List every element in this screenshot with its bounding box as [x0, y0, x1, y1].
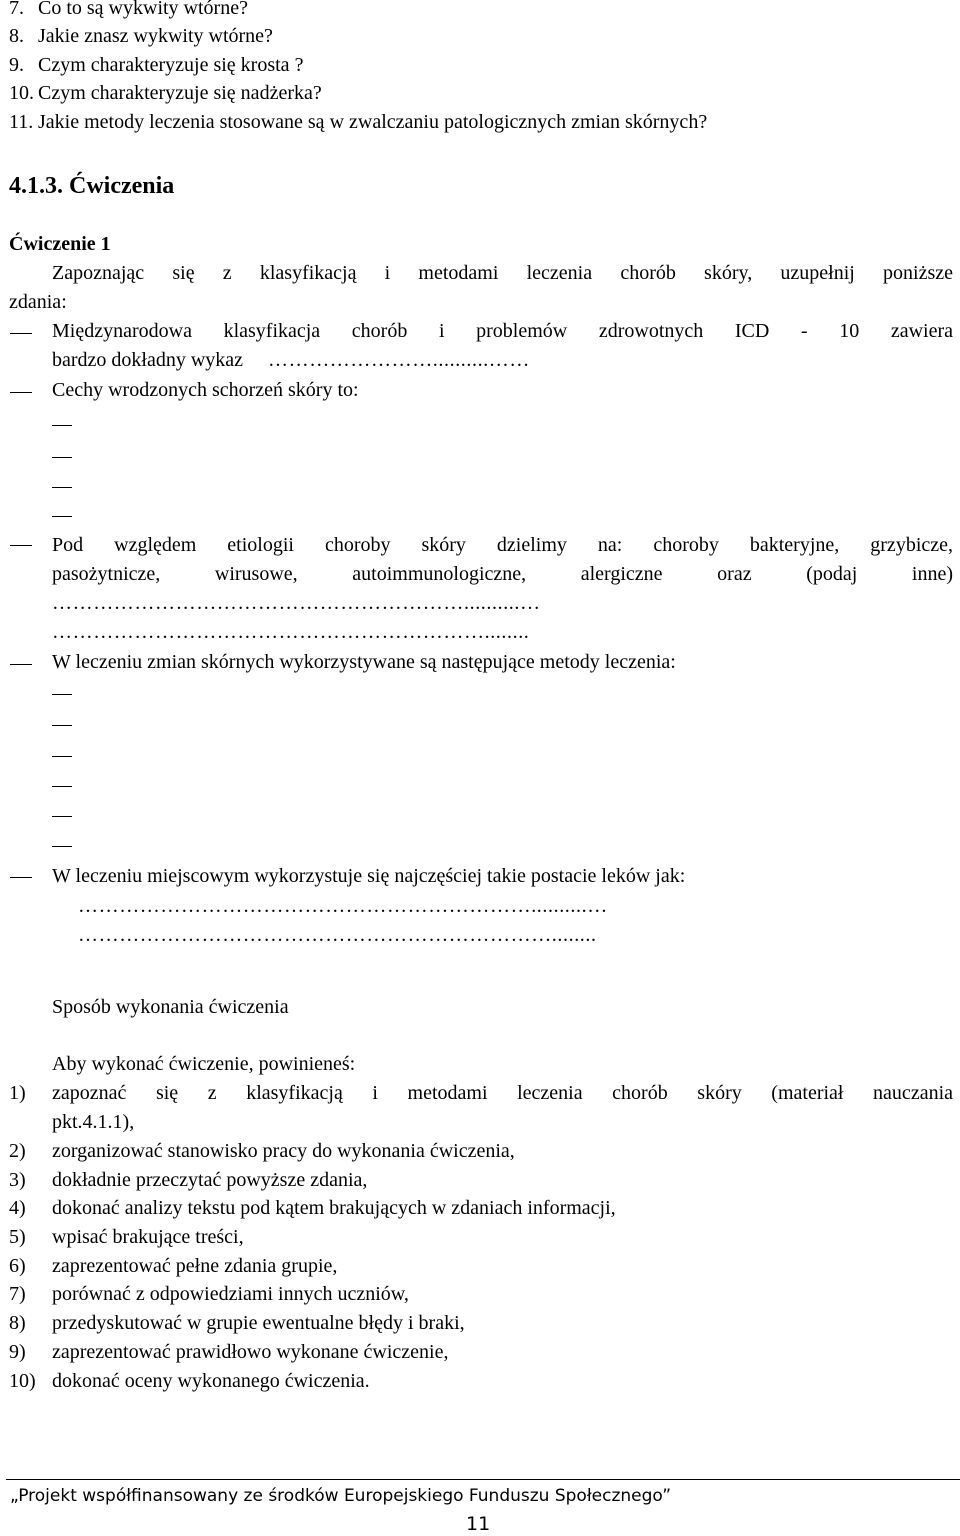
- question-text: Czym charakteryzuje się nadżerka?: [38, 82, 322, 104]
- sentence-etiology: Pod względem etiologii choroby skóry dzielimy na: choroby bakteryjne, grzybicze,: [52, 534, 953, 556]
- step-number: 6): [9, 1255, 26, 1277]
- step-text: zaprezentować prawidłowo wykonane ćwiczenie,: [52, 1341, 449, 1363]
- step-number: 3): [9, 1169, 26, 1191]
- step-text: porównać z odpowiedziami innych uczniów,: [52, 1283, 409, 1305]
- footer-funding-note: „Projekt współfinansowany ze środków Europejskiego Funduszu Społecznego”: [10, 1486, 672, 1506]
- exercise-instruction-cont: zdania:: [9, 291, 67, 313]
- step-text: dokonać oceny wykonanego ćwiczenia.: [52, 1370, 370, 1392]
- exercise-title: Ćwiczenie 1: [9, 233, 111, 255]
- step-number: 10): [9, 1370, 36, 1392]
- bullet-dash: [10, 877, 32, 878]
- question-number: 8.: [9, 25, 24, 47]
- answer-blank[interactable]: ……………………..........……: [268, 349, 530, 371]
- answer-blank[interactable]: ………………………………………………………........: [52, 621, 530, 643]
- answer-blank-dash[interactable]: [52, 425, 72, 426]
- section-heading: 4.1.3. Ćwiczenia: [9, 173, 175, 199]
- sentence-etiology-cont: pasożytnicze, wirusowe, autoimmunologiczne, alergiczne oraz (podaj inne): [52, 563, 953, 585]
- answer-blank[interactable]: ……………………………………………………..........…: [52, 592, 541, 614]
- answer-blank-dash[interactable]: [52, 725, 72, 726]
- step-text: zaprezentować pełne zdania grupie,: [52, 1255, 338, 1277]
- page-number: 11: [466, 1513, 491, 1535]
- steps-intro: Aby wykonać ćwiczenie, powinieneś:: [52, 1053, 356, 1075]
- bullet-dash: [10, 545, 32, 546]
- sentence-icd: Międzynarodowa klasyfikacja chorób i problemów zdrowotnych ICD - 10 zawiera: [52, 320, 953, 342]
- answer-blank-dash[interactable]: [52, 846, 72, 847]
- step-text-cont: pkt.4.1.1),: [52, 1111, 135, 1133]
- step-number: 8): [9, 1312, 26, 1334]
- answer-blank-dash[interactable]: [52, 816, 72, 817]
- question-text: Jakie znasz wykwity wtórne?: [38, 25, 273, 47]
- answer-blank-dash[interactable]: [52, 786, 72, 787]
- question-number: 10.: [9, 82, 34, 104]
- question-text: Czym charakteryzuje się krosta ?: [38, 54, 304, 76]
- exercise-instruction: Zapoznając się z klasyfikacją i metodami leczenia chorób skóry, uzupełnij poniższe: [52, 262, 953, 284]
- step-text: wpisać brakujące treści,: [52, 1226, 244, 1248]
- answer-blank-dash[interactable]: [52, 516, 72, 517]
- sentence-local-treatment: W leczeniu miejscowym wykorzystuje się najczęściej takie postacie leków jak:: [52, 865, 686, 887]
- bullet-dash: [10, 333, 32, 334]
- sentence-methods: W leczeniu zmian skórnych wykorzystywane są następujące metody leczenia:: [52, 651, 676, 673]
- step-number: 2): [9, 1140, 26, 1162]
- question-number: 7.: [9, 0, 24, 19]
- step-text: dokonać analizy tekstu pod kątem brakujących w zdaniach informacji,: [52, 1197, 616, 1219]
- answer-blank-dash[interactable]: [52, 487, 72, 488]
- bullet-dash: [10, 392, 32, 393]
- step-number: 9): [9, 1341, 26, 1363]
- method-heading: Sposób wykonania ćwiczenia: [52, 996, 289, 1018]
- answer-blank-dash[interactable]: [52, 694, 72, 695]
- step-number: 1): [9, 1082, 26, 1104]
- step-text: zorganizować stanowisko pracy do wykonania ćwiczenia,: [52, 1140, 515, 1162]
- step-number: 7): [9, 1283, 26, 1305]
- question-number: 9.: [9, 54, 24, 76]
- step-number: 4): [9, 1197, 26, 1219]
- sentence-icd-cont: bardzo dokładny wykaz: [52, 349, 244, 371]
- sentence-congenital: Cechy wrodzonych schorzeń skóry to:: [52, 379, 359, 401]
- answer-blank[interactable]: …………………………………………………………..........…: [78, 895, 608, 917]
- footer-divider: [6, 1479, 960, 1480]
- step-text: zapoznać się z klasyfikacją i metodami leczenia chorób skóry (materiał nauczania: [52, 1082, 953, 1104]
- step-text: dokładnie przeczytać powyższe zdania,: [52, 1169, 368, 1191]
- bullet-dash: [10, 664, 32, 665]
- answer-blank-dash[interactable]: [52, 756, 72, 757]
- answer-blank[interactable]: ……………………………………………………………........: [78, 924, 597, 946]
- question-number: 11.: [9, 111, 34, 133]
- step-number: 5): [9, 1226, 26, 1248]
- question-text: Jakie metody leczenia stosowane są w zwalczaniu patologicznych zmian skórnych?: [38, 111, 708, 133]
- question-text: Co to są wykwity wtórne?: [38, 0, 248, 19]
- answer-blank-dash[interactable]: [52, 457, 72, 458]
- step-text: przedyskutować w grupie ewentualne błędy i braki,: [52, 1312, 465, 1334]
